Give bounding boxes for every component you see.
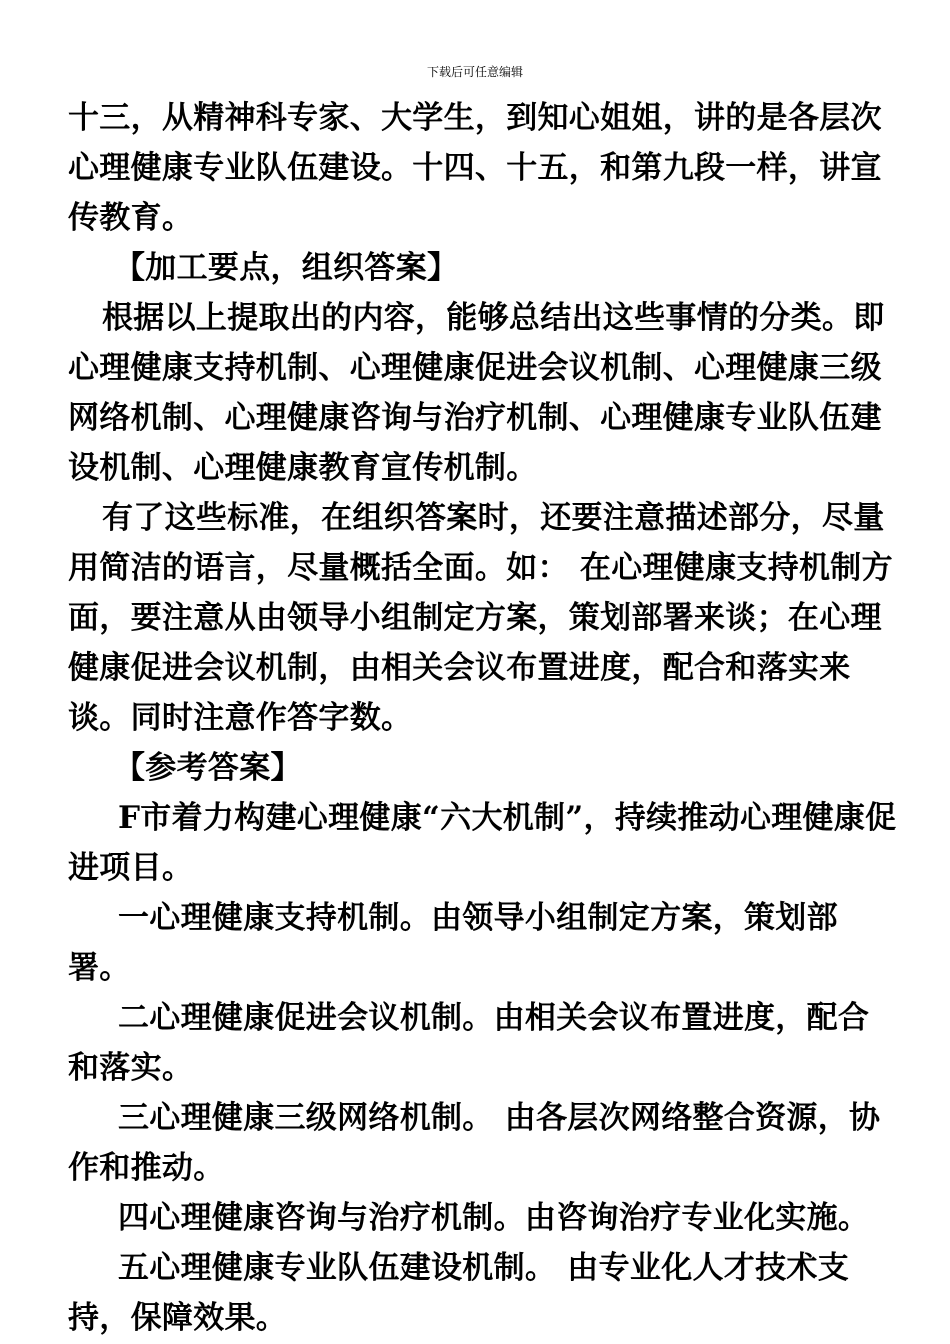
paragraph-categories: 根据以上提取出的内容，能够总结出这些事情的分类。即心理健康支持机制、心理健康促进会议机制、心理健康三级网络机制、心理健康咨询与治疗机制、心理健康专业队伍建设机制、心理健康教育宣传机制。 (68, 300, 885, 486)
answer-item-3: 三心理健康三级网络机制。 由各层次网络整合资源，协作和推动。 (68, 1100, 881, 1186)
answer-item-5: 五心理健康专业队伍建设机制。 由专业化人才技术支持，保障效果。 (68, 1250, 849, 1336)
paragraph-guidance: 有了这些标准，在组织答案时，还要注意描述部分，尽量用简洁的语言，尽量概括全面。如： 在心理健康支持机制方面，要注意从由领导小组制定方案，策划部署来谈；在心理健康促进会议机制，由相关会议布置进度，配合和落实来谈。同时注意作答字数。 (68, 500, 893, 736)
section-heading-processing: 【加工要点，组织答案】 (114, 250, 459, 286)
answer-item-4: 四心理健康咨询与治疗机制。由咨询治疗专业化实施。 (118, 1200, 870, 1236)
section-heading-reference-answer: 【参考答案】 (114, 750, 302, 786)
document-body (68, 93, 898, 1343)
answer-lead: F市着力构建心理健康“六大机制”，持续推动心理健康促进项目。 (68, 800, 897, 886)
answer-item-2: 二心理健康促进会议机制。由相关会议布置进度，配合和落实。 (68, 1000, 870, 1086)
paragraph-intro: 十三，从精神科专家、大学生，到知心姐姐，讲的是各层次心理健康专业队伍建设。十四、十五，和第九段一样，讲宣传教育。 (68, 100, 882, 236)
page-header-note: 下载后可任意编辑 (426, 65, 523, 79)
answer-item-1: 一心理健康支持机制。由领导小组制定方案，策划部署。 (68, 900, 838, 986)
